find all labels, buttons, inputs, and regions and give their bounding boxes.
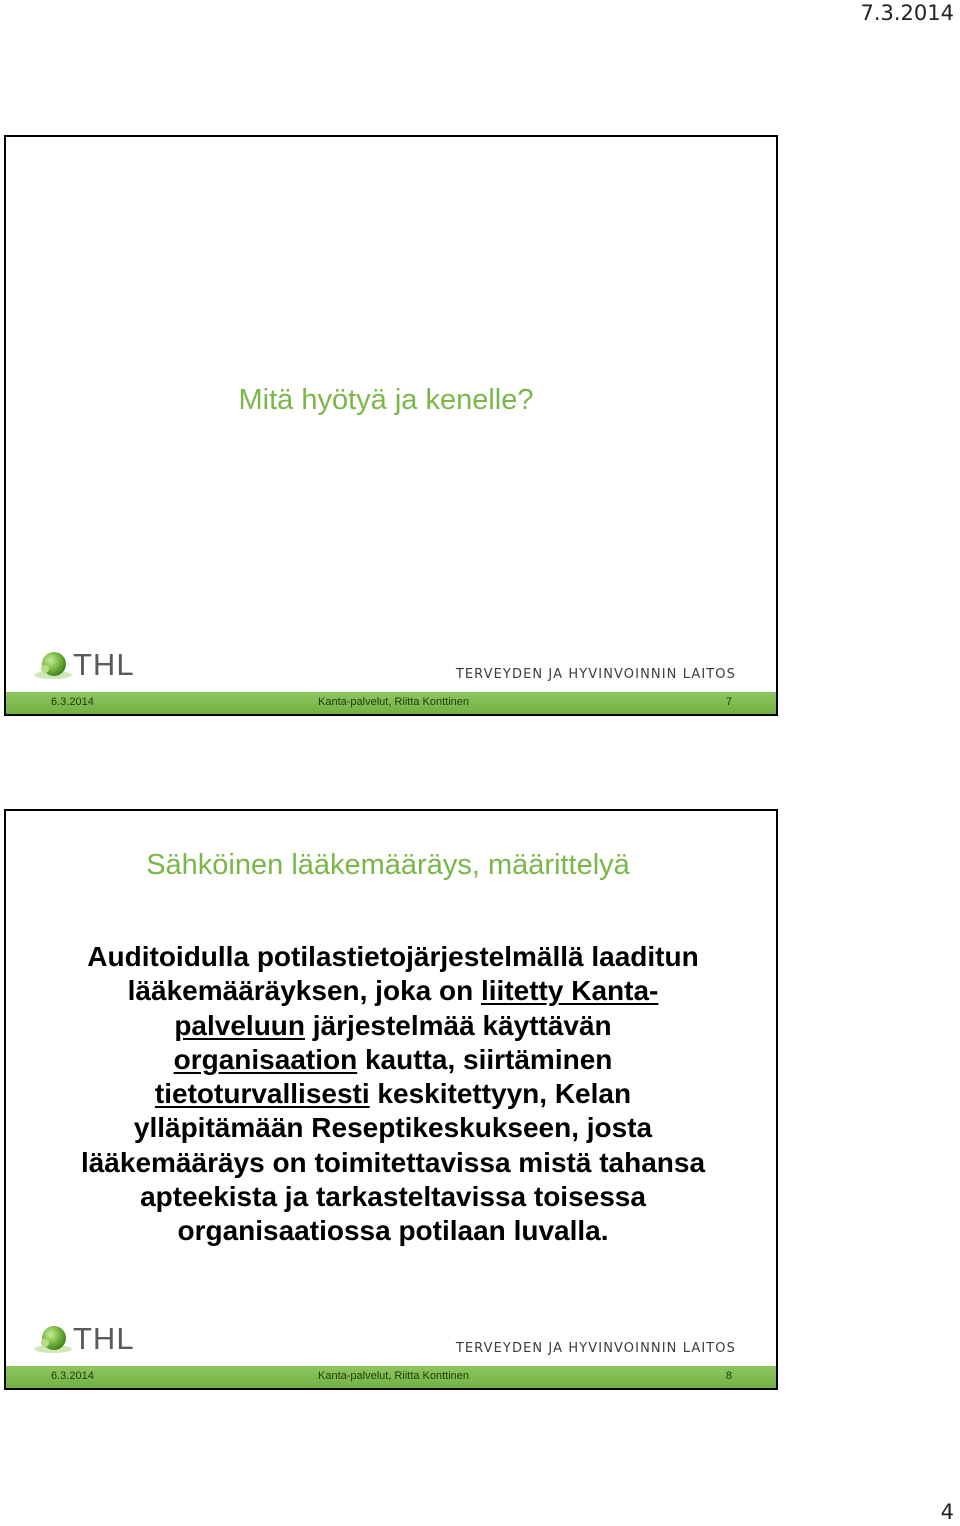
- body-line: [46, 1077, 740, 1111]
- footer-bar: [6, 692, 776, 714]
- body-line: [46, 1009, 740, 1043]
- body-text: järjestelmää käyttävän: [305, 1009, 612, 1041]
- logo-text: THL: [73, 647, 135, 682]
- body-line: ylläpitämään Reseptikeskukseen, josta: [133, 1112, 653, 1144]
- body-line: [46, 974, 740, 1008]
- footer-bar: [6, 1366, 776, 1388]
- slide-body-text: [46, 940, 740, 1249]
- underlined-text: liitetty Kanta-: [480, 975, 659, 1007]
- footer-title: Kanta-palvelut, Riitta Konttinen: [318, 696, 470, 708]
- slide-8: [4, 809, 778, 1390]
- body-line: [46, 1043, 740, 1077]
- body-line: Auditoidulla potilastietojärjestelmällä laaditun: [87, 941, 699, 972]
- underlined-text: tietoturvallisesti: [154, 1078, 370, 1110]
- footer-date: 6.3.2014: [51, 1370, 94, 1382]
- institute-name: TERVEYDEN JA HYVINVOINNIN LAITOS: [455, 1341, 736, 1356]
- slide-title: Sähköinen lääkemääräys, määrittelyä: [146, 849, 630, 881]
- thl-logo: [33, 645, 143, 685]
- body-line: lääkemääräys on toimitettavissa mistä tahansa: [80, 1146, 706, 1178]
- body-line: apteekista ja tarkasteltavissa toisessa: [140, 1181, 646, 1213]
- body-text: kautta, siirtäminen: [357, 1043, 613, 1075]
- page-date: 7.3.2014: [860, 1, 954, 25]
- thl-globe-icon: [33, 1319, 75, 1359]
- body-text: keskitettyyn, Kelan: [369, 1078, 632, 1110]
- logo-text: THL: [73, 1321, 135, 1356]
- slide-number: 7: [725, 696, 732, 708]
- slide-number: 8: [725, 1370, 732, 1382]
- underlined-text: palveluun: [174, 1009, 306, 1041]
- page-number: 4: [940, 1500, 954, 1524]
- slide-title: Mitä hyötyä ja kenelle?: [238, 384, 534, 416]
- underlined-text: organisaation: [173, 1043, 358, 1075]
- footer-date: 6.3.2014: [51, 696, 94, 708]
- body-line: organisaatiossa potilaan luvalla.: [177, 1215, 609, 1247]
- slide-7: [4, 135, 778, 716]
- body-text: lääkemääräyksen, joka on: [127, 975, 481, 1007]
- thl-globe-icon: [33, 645, 75, 685]
- thl-logo: [33, 1319, 143, 1359]
- footer-title: Kanta-palvelut, Riitta Konttinen: [318, 1370, 470, 1382]
- institute-name: TERVEYDEN JA HYVINVOINNIN LAITOS: [455, 667, 736, 682]
